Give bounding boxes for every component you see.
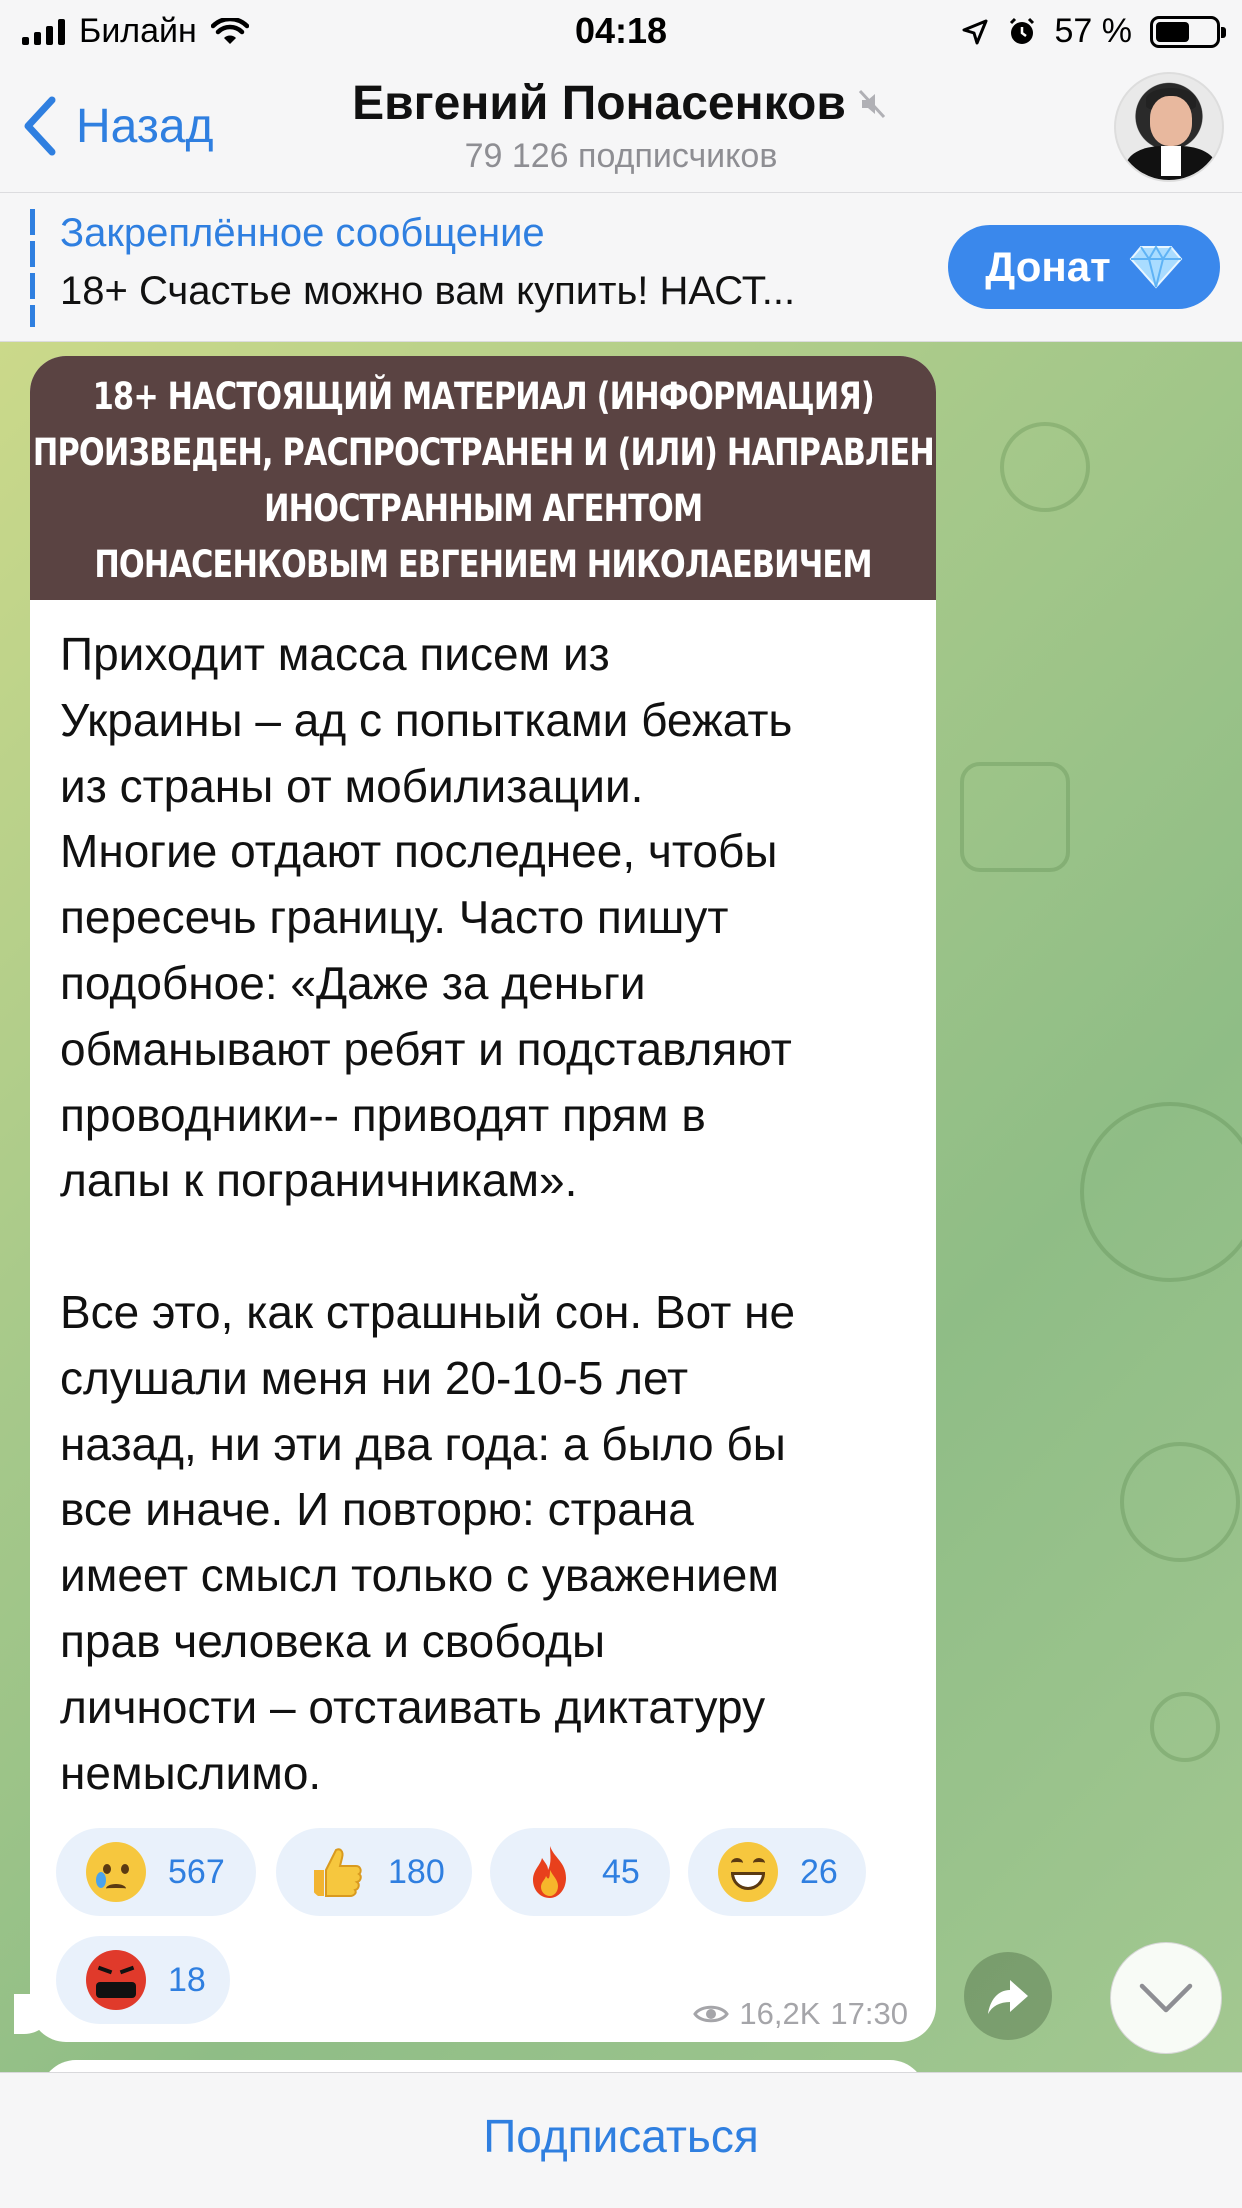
grinning-face-icon <box>718 1842 778 1902</box>
pinned-text: 18+ Счастье можно вам купить! НАСТ... <box>60 269 796 313</box>
status-right <box>961 12 1221 51</box>
donate-button[interactable] <box>948 225 1220 309</box>
banner-line: ИНОСТРАННЫМ АГЕНТОМ <box>263 487 703 530</box>
banner-line: 18+ НАСТОЯЩИЙ МАТЕРИАЛ (ИНФОРМАЦИЯ) <box>92 375 874 418</box>
diamond-icon <box>1129 245 1183 289</box>
message-text: Приходит масса писем из Украины – ад с попытками бежать из страны от мобилизации. Многие отдают последнее, чтобы пересечь границу. Часто пишут подобное: «Даже за деньги обманывают ребят и подставляют проводники-- приводят прям в лапы к пограничникам». Все это, как страшный сон. Вот не слушали меня ни 20-10-5 лет назад, ни эти два года: а было бы все иначе. И повторю: страна имеет смысл только с уважением прав человека и свободы личности – отстаивать диктатуру немыслимо. <box>60 628 796 1799</box>
chevron-down-icon <box>1138 1982 1194 2014</box>
crying-face-icon <box>86 1842 146 1902</box>
forward-button[interactable] <box>964 1952 1052 2040</box>
pinned-message-bar[interactable] <box>0 192 1242 342</box>
mute-icon <box>856 87 890 121</box>
pinned-label: Закреплённое сообщение <box>60 211 545 255</box>
reaction-count: 180 <box>388 1852 445 1891</box>
nav-bar <box>0 64 1242 192</box>
reaction-count: 45 <box>602 1852 640 1891</box>
scroll-down-button[interactable] <box>1110 1942 1222 2054</box>
subscriber-count: 79 126 подписчиков <box>464 137 778 175</box>
next-message-bubble[interactable] <box>40 2060 926 2072</box>
battery-icon <box>1150 16 1220 48</box>
status-time: 04:18 <box>574 10 668 51</box>
alarm-icon <box>1007 17 1037 47</box>
banner-line: ПОНАСЕНКОВЫМ ЕВГЕНИЕМ НИКОЛАЕВИЧЕМ <box>94 543 872 586</box>
reaction-fire[interactable] <box>490 1828 670 1916</box>
fire-icon <box>520 1842 580 1902</box>
reaction-count: 26 <box>800 1852 838 1891</box>
thumbs-up-icon <box>306 1842 366 1902</box>
reaction-grinning[interactable] <box>688 1828 866 1916</box>
foreign-agent-banner <box>30 356 936 600</box>
bottom-bar <box>0 2072 1242 2208</box>
share-arrow-icon <box>986 1976 1030 2016</box>
channel-name: Евгений Понасенков <box>352 77 846 130</box>
donate-label: Донат <box>985 243 1111 290</box>
reaction-count: 18 <box>168 1960 206 1999</box>
battery-percent: 57 % <box>1054 12 1132 50</box>
carrier-label: Билайн <box>79 12 197 50</box>
eye-icon <box>693 2002 729 2026</box>
status-bar <box>0 0 1242 64</box>
chat-background[interactable] <box>0 342 1242 2072</box>
view-count: 16,2K <box>739 1996 821 2031</box>
reaction-thumbs-up[interactable] <box>276 1828 472 1916</box>
reaction-count: 567 <box>168 1852 225 1891</box>
back-label: Назад <box>76 99 214 153</box>
reaction-crying[interactable] <box>56 1828 256 1916</box>
reaction-swearing[interactable] <box>56 1936 230 2024</box>
message-bubble[interactable] <box>30 356 936 2042</box>
message-meta <box>693 1996 908 2032</box>
banner-line: ПРОИЗВЕДЕН, РАСПРОСТРАНЕН И (ИЛИ) НАПРАВЛЕН <box>32 431 934 474</box>
message-time: 17:30 <box>830 1996 908 2031</box>
pinned-indicator <box>30 209 35 327</box>
channel-header[interactable] <box>0 76 1242 176</box>
channel-avatar[interactable] <box>1114 72 1224 182</box>
subscribe-button[interactable]: Подписаться <box>483 2110 759 2162</box>
swearing-face-icon <box>86 1950 146 2010</box>
channel-name-row <box>352 76 890 131</box>
location-icon <box>961 18 989 46</box>
